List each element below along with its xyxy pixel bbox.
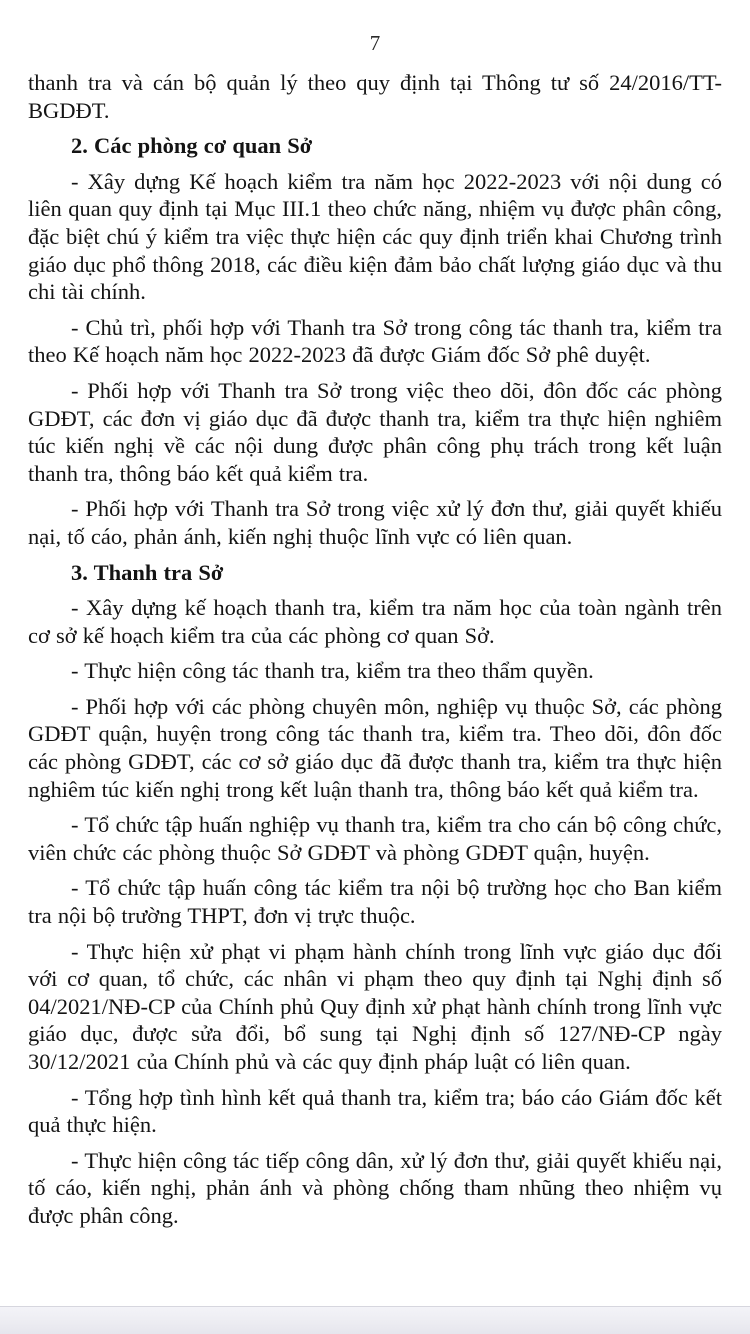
paragraph: - Tổ chức tập huấn công tác kiểm tra nội bộ trường học cho Ban kiểm tra nội bộ trường THPT, đơn vị trực thuộc. [28, 875, 722, 929]
bottom-toolbar [0, 1306, 750, 1334]
section-heading: 3. Thanh tra Sở [71, 559, 224, 585]
paragraph: - Phối hợp với các phòng chuyên môn, nghiệp vụ thuộc Sở, các phòng GDĐT quận, huyện trong công tác thanh tra, kiểm tra. Theo dõi, đôn đốc các phòng GDĐT, các cơ sở giáo dục đã được thanh tra, kiểm tra thực hiện nghiêm túc kiến nghị trong kết luận thanh tra, thông báo kết quả kiểm tra. [28, 693, 722, 802]
paragraph: thanh tra và cán bộ quản lý theo quy định tại Thông tư số 24/2016/TT-BGDĐT. [28, 70, 722, 123]
paragraph: - Tổng hợp tình hình kết quả thanh tra, kiểm tra; báo cáo Giám đốc kết quả thực hiện. [28, 1084, 722, 1138]
paragraph: - Phối hợp với Thanh tra Sở trong việc xử lý đơn thư, giải quyết khiếu nại, tố cáo, phản ánh, kiến nghị thuộc lĩnh vực có liên quan. [28, 496, 722, 549]
paragraph: - Thực hiện công tác tiếp công dân, xử lý đơn thư, giải quyết khiếu nại, tố cáo, kiến nghị, phản ánh và phòng chống tham nhũng theo nhiệm vụ được phân công. [28, 1147, 722, 1228]
paragraph: - Thực hiện công tác thanh tra, kiểm tra theo thẩm quyền. [71, 658, 594, 684]
paragraph: - Thực hiện xử phạt vi phạm hành chính trong lĩnh vực giáo dục đối với cơ quan, tổ chức, các nhân vi phạm theo quy định tại Nghị định số 04/2021/NĐ-CP của Chính phủ Quy định xử phạt hành chính trong lĩnh vực giáo dục, được sửa đổi, bổ sung tại Nghị định số 127/NĐ-CP ngày 30/12/2021 của Chính phủ và các quy định pháp luật có liên quan. [28, 938, 722, 1074]
paragraph: - Tổ chức tập huấn nghiệp vụ thanh tra, kiểm tra cho cán bộ công chức, viên chức các phòng thuộc Sở GDĐT và phòng GDĐT quận, huyện. [28, 812, 722, 865]
paragraph: - Xây dựng kế hoạch thanh tra, kiểm tra năm học của toàn ngành trên cơ sở kế hoạch kiểm tra của các phòng cơ quan Sở. [28, 595, 722, 648]
document-body [28, 69, 722, 1230]
page-number: 7 [369, 31, 381, 55]
paragraph: - Phối hợp với Thanh tra Sở trong việc theo dõi, đôn đốc các phòng GDĐT, các đơn vị giáo dục đã được thanh tra, kiểm tra thực hiện nghiêm túc kiến nghị về các nội dung được phân công phụ trách trong kết luận thanh tra, thông báo kết quả kiểm tra. [28, 377, 722, 486]
paragraph: - Chủ trì, phối hợp với Thanh tra Sở trong công tác thanh tra, kiểm tra theo Kế hoạch năm học 2022-2023 đã được Giám đốc Sở phê duyệt. [28, 314, 722, 368]
section-heading: 2. Các phòng cơ quan Sở [71, 133, 313, 159]
paragraph: - Xây dựng Kế hoạch kiểm tra năm học 2022-2023 với nội dung có liên quan quy định tại Mục III.1 theo chức năng, nhiệm vụ được phân công, đặc biệt chú ý kiểm tra việc thực hiện các quy định triển khai Chương trình giáo dục phổ thông 2018, các điều kiện đảm bảo chất lượng giáo dục và thu chi tài chính. [28, 168, 722, 305]
